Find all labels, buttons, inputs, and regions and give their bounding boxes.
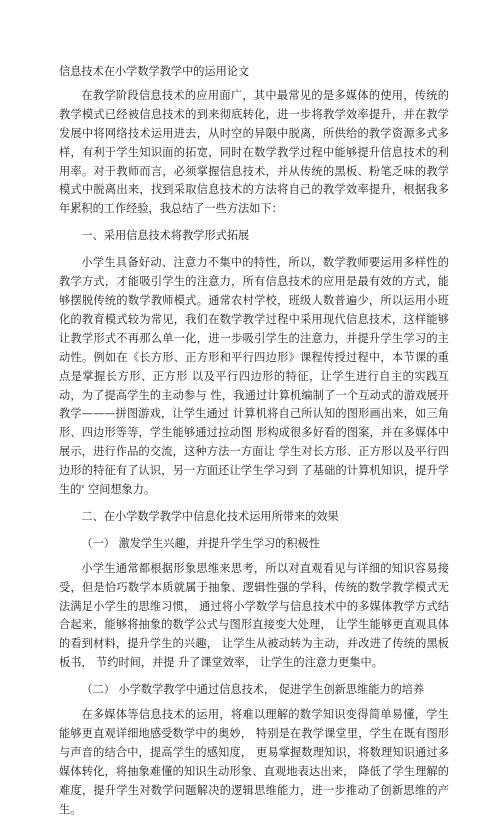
section-heading-1: 一、采用信息技术将教学形式拓展 — [81, 229, 250, 243]
section-heading-2: 二、在小学数学教学中信息化技术运用所带来的效果 — [81, 509, 339, 523]
document-body — [59, 63, 449, 820]
subsection-2-2-paragraph: 在多媒体等信息技术的运用，将难以理解的数学知识变得简单易懂，学生能够更直观详细地感受数学中的奥妙， 特别是在教学课堂里，学生在既有图形与声音的结合中，提高学生的感知度， 更易掌握数理知识，将数理知识通过多媒体转化，将抽象难懂的知识生动形象、直观地表达出来， 降低了学生理解的难度，提升学生对数学问题解决的逻辑思维能力，进一步推动了创新思维的产生。 — [59, 708, 449, 816]
section-1-paragraph: 小学生具备好动、注意力不集中的特性，所以，数学教师要运用多样性的教学方式，才能吸引学生的注意力，所有信息技术的应用是最有效的方式，能够摆脱传统的数学教师模式。通常农村学校，班级人数普遍少，所以运用小班化的教育模式较为常见，我们在数学教学过程中采用现代信息技术，这样能够让教学形式不再那么单一化，进一步吸引学生的注意力，并提升学生学习的主动性。例如在《长方形、正方形和平行四边形》课程传授过程中，本节课的重点是掌握长方形、正方形 以及平行四边形的特征，让学生进行自主的实践互动，为了提高学生的主动参与 性，我通过计算机编制了一个互动式的游戏展开教学———拼图游戏，让学生通过 计算机将自己所认知的图形画出来，如三角形、四边形等等，学生能够通过拉动图 形构成很多好看的图案，并在多媒体中展示，进行作品的交流，这种方法一方面让 学生对长方形、正方形以及平行四边形的特征有了认识，另一方面还让学生学习到 了基础的计算机知识，提升学生的' 空间想象力。 — [59, 256, 449, 497]
intro-paragraph: 在教学阶段信息技术的应用面广，其中最常见的是多媒体的使用，传统的教学模式已经被信息技术的到来彻底转化，进一步将教学效率提升，并在教学发展中将网络技术运用进去，从时空的异限中脱离，所供给的教学资源多式多样，有利于学生知识面的拓宽，同时在数学教学过程中能够提升信息技术的利用率。对于教师而言，必须掌握信息技术，并从传统的黑板、粉笔乏味的教学模式中脱离出来，找到采取信息技术的方法将自己的教学效率提升，根据我多年累积的工作经验，我总结了一些方法如下： — [59, 88, 449, 216]
subsection-heading-2-2: （二） 小学数学教学中通过信息技术， 促进学生创新思维能力的培养 — [81, 683, 425, 697]
subsection-2-1-paragraph: 小学生通常都根据形象思维来思考，所以对直观看见与详细的知识容易接受，但是恰巧数学本质就属于抽象、逻辑性强的学科，传统的数学教学模式无法满足小学生的思维习惯， 通过将小学数学与信息技术中的多媒体教学方式结合起来，能够将抽象的数学公式与图形直接变大处理， 让学生能够更直观具体的看到材料，提升学生的兴趣， 让学生从被动转为主动，并改进了传统的黑板板书， 节约时间，并提 升了课堂效率， 让学生的注意力更集中。 — [59, 561, 449, 670]
document-title: 信息技术在小学数学教学中的运用论文 — [59, 65, 250, 78]
subsection-heading-2-1: （一） 激发学生兴趣，并提升学生学习的积极性 — [81, 536, 320, 550]
